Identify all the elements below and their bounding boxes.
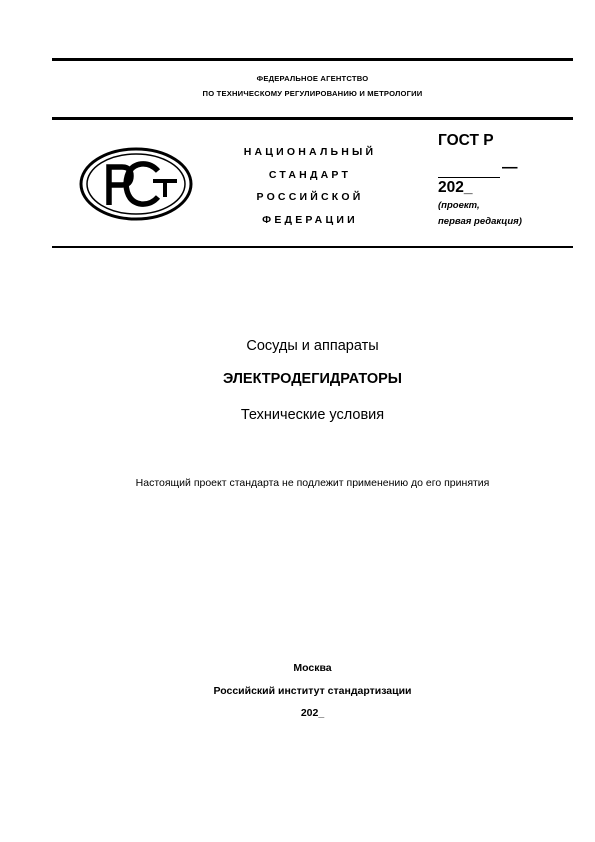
gost-number	[438, 158, 522, 178]
document-title: ЭЛЕКТРОДЕГИДРАТОРЫ	[222, 371, 402, 387]
document-group: Сосуды и аппараты	[246, 338, 379, 354]
publication-year: 202_	[300, 707, 325, 719]
agency-line-1: ФЕДЕРАЛЬНОЕ АГЕНТСТВО	[256, 74, 369, 83]
gost-title: ГОСТ Р	[438, 132, 494, 149]
agency-line-2: ПО ТЕХНИЧЕСКОМУ РЕГУЛИРОВАНИЮ И МЕТРОЛОГИИ	[202, 89, 423, 98]
gost-number-blank	[438, 161, 500, 178]
gost-designation	[438, 131, 522, 229]
publisher: Российский институт стандартизации	[213, 685, 412, 697]
agency-block	[52, 71, 573, 101]
national-line-3: РОССИЙСКОЙ	[256, 191, 364, 203]
top-rule	[52, 58, 573, 61]
middle-rule	[52, 117, 573, 120]
gost-note-line-2: первая редакция)	[438, 216, 522, 227]
national-line-2: СТАНДАРТ	[268, 168, 352, 181]
gost-note-line-1: (проект,	[438, 200, 480, 211]
national-standard-label	[212, 141, 408, 231]
gost-year: 202_	[438, 179, 473, 196]
gost-dash: —	[502, 159, 518, 176]
draft-notice: Настоящий проект стандарта не подлежит применению до его принятия	[135, 477, 490, 489]
publication-city: Москва	[293, 662, 332, 674]
document-subtitle: Технические условия	[240, 407, 385, 423]
rst-logo-icon	[79, 147, 193, 221]
bottom-rule	[52, 246, 573, 248]
national-line-4: ФЕДЕРАЦИИ	[262, 213, 358, 226]
national-line-1: НАЦИОНАЛЬНЫЙ	[243, 146, 377, 158]
